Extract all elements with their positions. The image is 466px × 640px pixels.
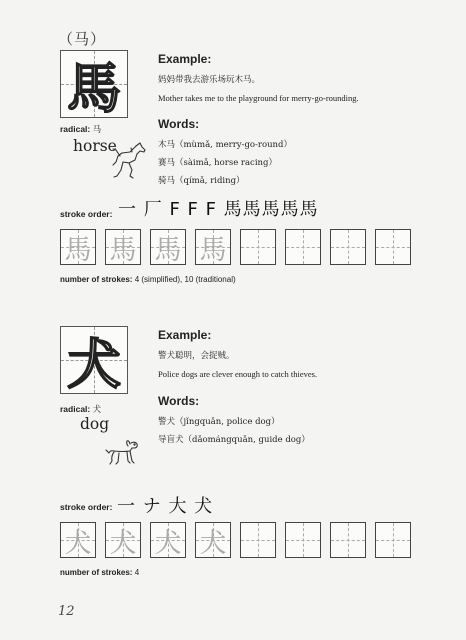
main-character: 犬 [67, 332, 121, 394]
stroke-order-label: stroke order: [60, 209, 113, 219]
radical-line [60, 403, 101, 415]
example-english: Police dogs are clever enough to catch thieves. [158, 369, 318, 379]
words-title: Words: [158, 394, 200, 408]
practice-cell [330, 229, 366, 265]
radical-line [60, 123, 101, 135]
character-box-horse [60, 50, 128, 118]
strokes-value: 4 [134, 568, 140, 577]
practice-cell: 馬 [195, 229, 231, 265]
practice-cell [240, 522, 276, 558]
meaning-word: dog [80, 415, 110, 433]
practice-cell: 馬 [150, 229, 186, 265]
horse-drawing-icon [110, 140, 150, 182]
example-chinese: 警犬聪明，会捉贼。 [158, 351, 235, 361]
word-item: 导盲犬（dǎomángquǎn, guide dog） [158, 435, 310, 445]
word-item: 木马（mùmǎ, merry-go-round） [158, 140, 292, 150]
example-title: Example: [158, 328, 212, 342]
practice-cell [285, 522, 321, 558]
practice-cell [330, 522, 366, 558]
character-box-dog [60, 326, 128, 394]
page-number: 12 [58, 604, 75, 619]
radical-label: radical: [60, 404, 91, 414]
words-title: Words: [158, 117, 200, 131]
number-of-strokes [60, 275, 236, 284]
practice-grid [60, 522, 411, 558]
practice-cell: 犬 [150, 522, 186, 558]
word-item: 赛马（sàimǎ, horse racing） [158, 158, 277, 168]
word-item: 警犬（jǐngquǎn, police dog） [158, 417, 280, 427]
lesson-radical-header: （马） [58, 30, 107, 48]
strokes-value: 4 (simplified), 10 (traditional) [134, 275, 236, 284]
stroke-order-sequence: 一 厂 F F F 馬馬馬馬馬 [118, 199, 319, 220]
radical-value: 马 [92, 125, 102, 135]
main-character: 馬 [67, 56, 121, 118]
stroke-order-sequence: 一 ナ 大 犬 [117, 496, 214, 517]
practice-cell [285, 229, 321, 265]
practice-grid [60, 229, 411, 265]
practice-cell [375, 522, 411, 558]
practice-cell: 馬 [105, 229, 141, 265]
word-item: 骑马（qímǎ, riding） [158, 176, 245, 186]
practice-cell: 犬 [105, 522, 141, 558]
practice-cell: 犬 [60, 522, 96, 558]
practice-cell [375, 229, 411, 265]
dog-drawing-icon [103, 437, 141, 469]
stroke-order-label: stroke order: [60, 502, 113, 512]
practice-cell: 犬 [195, 522, 231, 558]
practice-cell [240, 229, 276, 265]
number-of-strokes [60, 568, 139, 577]
radical-label: radical: [60, 124, 91, 134]
meaning-word: horse [73, 137, 117, 155]
practice-cell: 馬 [60, 229, 96, 265]
example-title: Example: [158, 52, 212, 66]
example-chinese: 妈妈带我去游乐场玩木马。 [158, 75, 261, 85]
strokes-label: number of strokes: [60, 275, 133, 284]
strokes-label: number of strokes: [60, 568, 133, 577]
radical-value: 犬 [92, 405, 102, 415]
example-english: Mother takes me to the playground for merry-go-rounding. [158, 93, 359, 103]
